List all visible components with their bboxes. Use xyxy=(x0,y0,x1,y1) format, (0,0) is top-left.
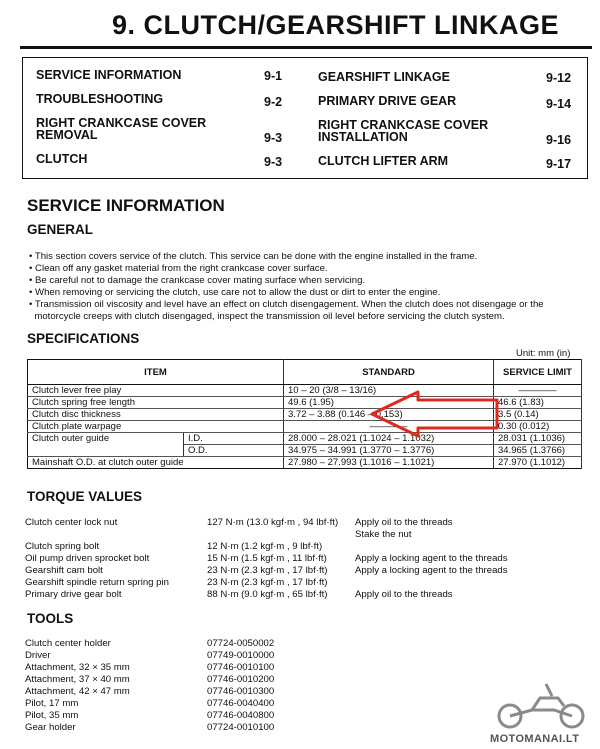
torque-note: Apply a locking agent to the threads xyxy=(355,553,508,564)
toc-page: 9-3 xyxy=(264,131,283,145)
torque-item: Clutch spring bolt xyxy=(25,541,100,552)
torque-item: Gearshift spindle return spring pin xyxy=(25,577,169,588)
tool-name: Driver xyxy=(25,650,51,661)
spec-limit: 34.965 (1.3766) xyxy=(494,445,582,457)
toc-item-gearshift-linkage[interactable]: GEARSHIFT LINKAGE xyxy=(318,70,450,84)
bullet-item: motorcycle creeps with clutch disengaged, inspect the transmission oil level before servicing the clutch system. xyxy=(29,311,505,322)
spec-standard: ———— xyxy=(284,421,494,433)
toc-item-service-information[interactable]: SERVICE INFORMATION xyxy=(36,68,182,82)
torque-value: 23 N·m (2.3 kgf·m , 17 lbf·ft) xyxy=(207,565,328,576)
bullet-item: • Clean off any gasket material from the right crankcase cover surface. xyxy=(29,263,328,274)
toc-page: 9-14 xyxy=(546,97,572,111)
toc-page: 9-3 xyxy=(264,155,283,169)
toc-item-right-crankcase-cover-removal[interactable]: RIGHT CRANKCASE COVER xyxy=(36,116,207,130)
torque-value: 23 N·m (2.3 kgf·m , 17 lbf·ft) xyxy=(207,577,328,588)
toc-item-clutch[interactable]: CLUTCH xyxy=(36,152,88,166)
spec-standard: 27.980 – 27.993 (1.1016 – 1.1021) xyxy=(284,457,494,469)
table-row xyxy=(28,433,582,445)
toc-page: 9-12 xyxy=(546,71,572,85)
bullet-item: • Transmission oil viscosity and level have an effect on clutch disengagement. When the clutch does not disengage or the xyxy=(29,299,544,310)
column-header-item: ITEM xyxy=(28,360,284,385)
torque-note: Apply oil to the threads xyxy=(355,517,453,528)
tool-number: 07746-0010300 xyxy=(207,686,275,697)
spec-standard: 28.000 – 28.021 (1.1024 – 1.1032) xyxy=(284,433,494,445)
tool-number: 07724-0050002 xyxy=(207,638,275,649)
bullet-item: • Be careful not to damage the crankcase cover mating surface when servicing. xyxy=(29,275,366,286)
tool-name: Pilot, 17 mm xyxy=(25,698,79,709)
tool-name: Pilot, 35 mm xyxy=(25,710,79,721)
title-rule xyxy=(20,46,592,49)
spec-standard: 34.975 – 34.991 (1.3770 – 1.3776) xyxy=(284,445,494,457)
toc-item-troubleshooting[interactable]: TROUBLESHOOTING xyxy=(36,92,164,106)
toc-item-label-line2: REMOVAL xyxy=(36,128,98,142)
torque-item: Oil pump driven sprocket bolt xyxy=(25,553,150,564)
table-row xyxy=(28,385,582,397)
subheading-specifications: SPECIFICATIONS xyxy=(27,331,140,346)
spec-limit: 3.5 (0.14) xyxy=(494,409,582,421)
watermark-text: MOTOMANAI.LT xyxy=(490,733,580,745)
tool-number: 07746-0040400 xyxy=(207,698,275,709)
table-row xyxy=(28,457,582,469)
page-title: 9. CLUTCH/GEARSHIFT LINKAGE xyxy=(112,10,560,40)
toc-page: 9-2 xyxy=(264,95,283,109)
torque-item: Gearshift cam bolt xyxy=(25,565,103,576)
tool-number: 07746-0040800 xyxy=(207,710,275,721)
spec-item: Clutch plate warpage xyxy=(28,421,284,433)
torque-note: Apply oil to the threads xyxy=(355,589,453,600)
torque-value: 12 N·m (1.2 kgf·m , 9 lbf·ft) xyxy=(207,541,323,552)
table-header-row xyxy=(28,360,582,385)
column-header-service-limit: SERVICE LIMIT xyxy=(494,360,582,385)
spec-item: Clutch disc thickness xyxy=(28,409,284,421)
spec-limit: 0.30 (0.012) xyxy=(494,421,582,433)
spec-standard: 49.6 (1.95) xyxy=(284,397,494,409)
spec-subitem: I.D. xyxy=(184,433,284,445)
tool-number: 07746-0010200 xyxy=(207,674,275,685)
spec-standard: 3.72 – 3.88 (0.146 – 0.153) xyxy=(284,409,494,421)
spec-item: Clutch lever free play xyxy=(28,385,284,397)
toc-page: 9-16 xyxy=(546,133,572,147)
tool-number: 07746-0010100 xyxy=(207,662,275,673)
table-row xyxy=(28,421,582,433)
toc-item-right-crankcase-cover-installation[interactable]: RIGHT CRANKCASE COVER xyxy=(318,118,489,132)
spec-limit: 28.031 (1.1036) xyxy=(494,433,582,445)
tool-number: 07724-0010100 xyxy=(207,722,275,733)
bullet-item: • This section covers service of the clutch. This service can be done with the engine installed in the frame. xyxy=(29,251,478,262)
tool-name: Gear holder xyxy=(25,722,76,733)
table-row xyxy=(28,397,582,409)
spec-subitem: O.D. xyxy=(184,445,284,457)
toc-page: 9-17 xyxy=(546,157,572,171)
tool-name: Clutch center holder xyxy=(25,638,111,649)
spec-item: Mainshaft O.D. at clutch outer guide xyxy=(28,457,284,469)
toc-item-label-line2: INSTALLATION xyxy=(318,130,408,144)
spec-item: Clutch spring free length xyxy=(28,397,284,409)
tool-number: 07749-0010000 xyxy=(207,650,275,661)
torque-value: 127 N·m (13.0 kgf·m , 94 lbf·ft) xyxy=(207,517,339,528)
torque-note: Apply a locking agent to the threads xyxy=(355,565,508,576)
torque-note: Stake the nut xyxy=(355,529,412,540)
toc-item-primary-drive-gear[interactable]: PRIMARY DRIVE GEAR xyxy=(318,94,457,108)
spec-limit: 46.6 (1.83) xyxy=(494,397,582,409)
spec-item: Clutch outer guide xyxy=(28,433,184,457)
spec-limit: ———— xyxy=(494,385,582,397)
tool-name: Attachment, 37 × 40 mm xyxy=(25,674,130,685)
table-row xyxy=(28,409,582,421)
bullet-item: • When removing or servicing the clutch, use care not to allow the dust or dirt to enter the engine. xyxy=(29,287,441,298)
column-header-standard: STANDARD xyxy=(284,360,494,385)
spec-limit: 27.970 (1.1012) xyxy=(494,457,582,469)
torque-item: Clutch center lock nut xyxy=(25,517,118,528)
spec-standard: 10 – 20 (3/8 – 13/16) xyxy=(284,385,494,397)
toc-item-clutch-lifter-arm[interactable]: CLUTCH LIFTER ARM xyxy=(318,154,449,168)
torque-value: 15 N·m (1.5 kgf·m , 11 lbf·ft) xyxy=(207,553,327,564)
subheading-torque-values: TORQUE VALUES xyxy=(27,489,143,504)
tool-name: Attachment, 42 × 47 mm xyxy=(25,686,130,697)
section-heading-service-information: SERVICE INFORMATION xyxy=(27,196,225,215)
unit-note: Unit: mm (in) xyxy=(516,348,571,359)
toc-page: 9-1 xyxy=(264,69,283,83)
specifications-table xyxy=(27,359,582,469)
subheading-tools: TOOLS xyxy=(27,611,74,626)
tool-name: Attachment, 32 × 35 mm xyxy=(25,662,130,673)
motorcycle-logo-icon xyxy=(492,680,592,732)
torque-item: Primary drive gear bolt xyxy=(25,589,122,600)
subheading-general: GENERAL xyxy=(27,222,94,237)
torque-value: 88 N·m (9.0 kgf·m , 65 lbf·ft) xyxy=(207,589,328,600)
